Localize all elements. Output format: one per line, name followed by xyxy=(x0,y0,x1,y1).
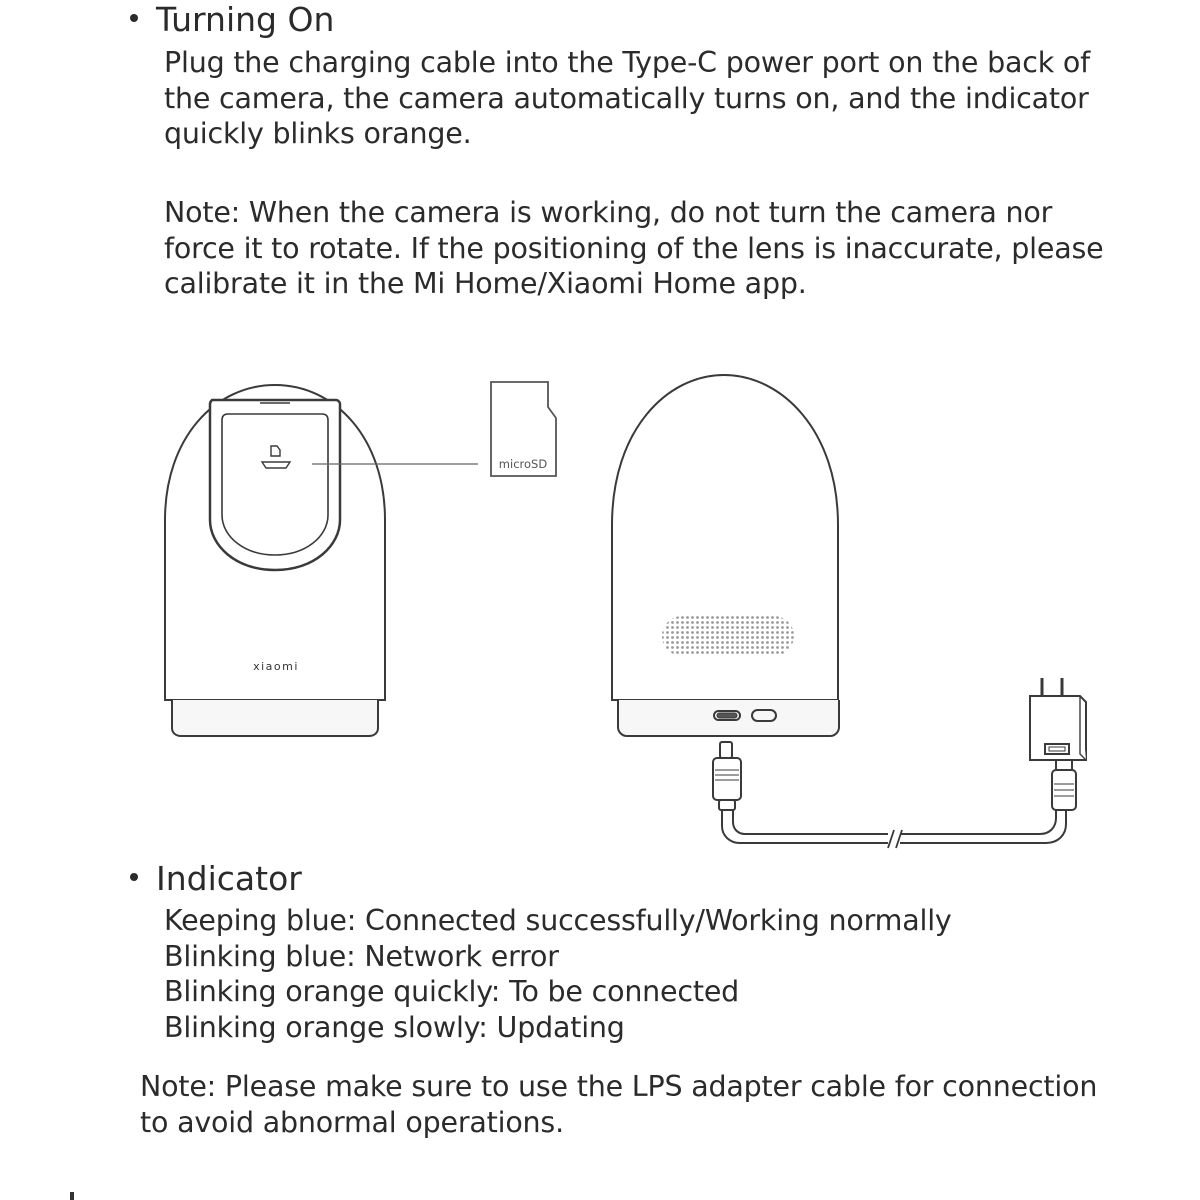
indicator-heading xyxy=(130,859,302,899)
type-c-plug-icon xyxy=(713,742,741,810)
indicator-line: Blinking blue: Network error xyxy=(164,939,559,973)
microsd-label: microSD xyxy=(498,457,548,471)
usb-plug-icon xyxy=(1052,756,1076,810)
bottom-note-line: Note: Please make sure to use the LPS adapter cable for connection xyxy=(140,1070,1098,1103)
bottom-note-line: to avoid abnormal operations. xyxy=(140,1105,564,1139)
indicator-line: Blinking orange slowly: Updating xyxy=(164,1010,625,1044)
turning-on-heading-text: Turning On xyxy=(156,0,335,39)
indicator-list xyxy=(164,903,952,1045)
turning-on-note-line: calibrate it in the Mi Home/Xiaomi Home app. xyxy=(164,267,807,300)
charging-cable xyxy=(722,810,1066,848)
turning-on-note-line: force it to rotate. If the positioning of the lens is inaccurate, please xyxy=(164,231,1104,265)
bullet-dot xyxy=(130,873,138,881)
camera-back-icon xyxy=(612,375,839,736)
turning-on-body-line: quickly blinks orange. xyxy=(164,117,472,150)
bottom-note xyxy=(140,1069,1097,1140)
indicator-line: Keeping blue: Connected successfully/Working normally xyxy=(164,904,952,937)
camera-front-icon xyxy=(165,385,385,736)
speaker-grille xyxy=(662,616,794,656)
turning-on-body-line: Plug the charging cable into the Type-C power port on the back of xyxy=(164,46,1090,79)
brand-logo-label: xiaomi xyxy=(253,660,299,673)
power-adapter-icon xyxy=(1030,678,1086,760)
indicator-heading-text: Indicator xyxy=(156,859,302,898)
page-edge-mark xyxy=(70,1192,74,1200)
turning-on-body-line: the camera, the camera automatically turns on, and the indicator xyxy=(164,81,1089,115)
indicator-line: Blinking orange quickly: To be connected xyxy=(164,975,740,1008)
turning-on-note-line: Note: When the camera is working, do not turn the camera nor xyxy=(164,196,1053,229)
